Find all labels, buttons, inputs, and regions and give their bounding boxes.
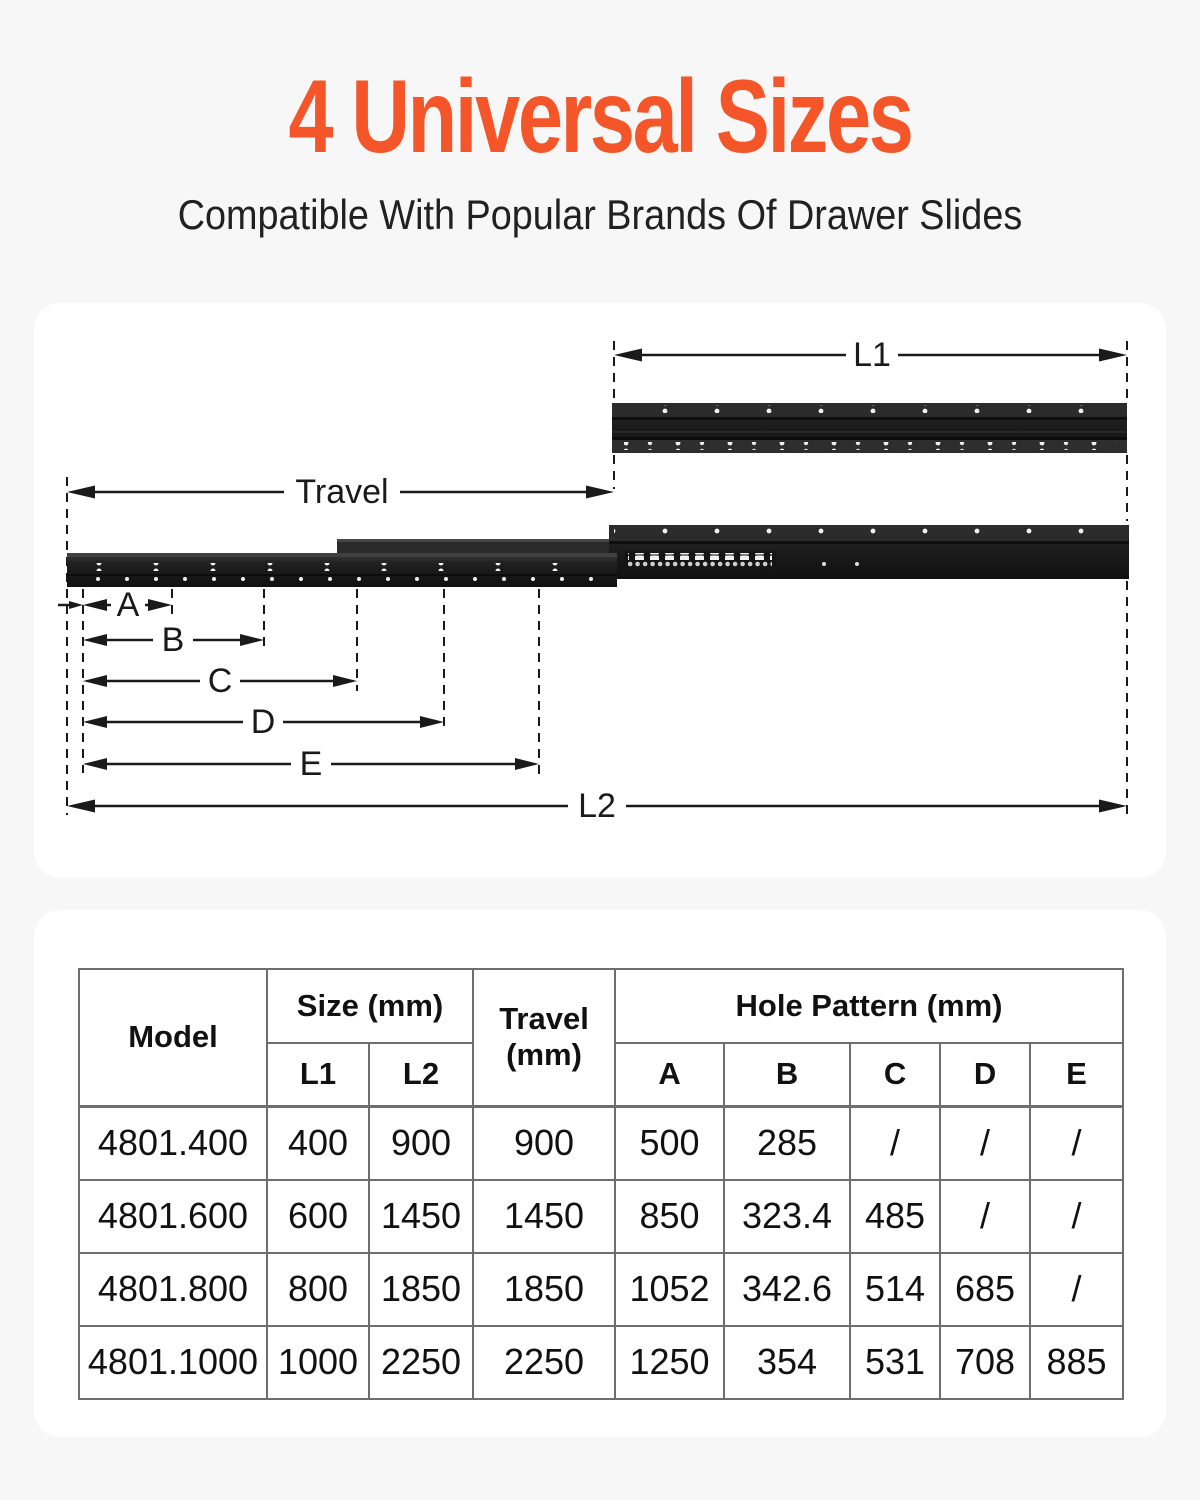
dim-label-l2: L2 bbox=[578, 787, 616, 825]
dim-travel bbox=[67, 473, 614, 511]
table-row bbox=[79, 1106, 1123, 1180]
cell-b: 285 bbox=[724, 1106, 850, 1180]
dim-d bbox=[83, 703, 444, 741]
table-row bbox=[79, 1253, 1123, 1326]
cell-c: 514 bbox=[850, 1253, 940, 1326]
upper-slide-rail bbox=[612, 403, 1127, 453]
cell-l1: 600 bbox=[267, 1180, 369, 1253]
cell-model: 4801.400 bbox=[79, 1106, 267, 1180]
table-row bbox=[79, 1180, 1123, 1253]
dim-label-b: B bbox=[161, 621, 185, 659]
dim-c bbox=[83, 662, 357, 700]
spec-table-panel bbox=[34, 910, 1166, 1437]
col-header-hole-pattern: Hole Pattern (mm) bbox=[615, 969, 1123, 1043]
cell-e: / bbox=[1030, 1253, 1123, 1326]
dim-label-c: C bbox=[207, 662, 233, 700]
table-row bbox=[79, 1326, 1123, 1399]
cell-travel: 1850 bbox=[473, 1253, 615, 1326]
col-header-b: B bbox=[724, 1043, 850, 1106]
cell-c: 531 bbox=[850, 1326, 940, 1399]
cell-a: 500 bbox=[615, 1106, 724, 1180]
cell-a: 1052 bbox=[615, 1253, 724, 1326]
col-header-e: E bbox=[1030, 1043, 1123, 1106]
col-header-l1: L1 bbox=[267, 1043, 369, 1106]
cell-l1: 1000 bbox=[267, 1326, 369, 1399]
dim-label-d: D bbox=[250, 703, 276, 741]
cell-l2: 900 bbox=[369, 1106, 473, 1180]
dim-l1 bbox=[614, 336, 1127, 374]
cell-e: 885 bbox=[1030, 1326, 1123, 1399]
cell-e: / bbox=[1030, 1180, 1123, 1253]
cell-model: 4801.1000 bbox=[79, 1326, 267, 1399]
dim-e bbox=[83, 745, 539, 783]
col-header-l2: L2 bbox=[369, 1043, 473, 1106]
page-subtitle: Compatible With Popular Brands Of Drawer Slides bbox=[177, 191, 1023, 238]
col-header-c: C bbox=[850, 1043, 940, 1106]
dim-label-a: A bbox=[116, 586, 140, 624]
cell-model: 4801.800 bbox=[79, 1253, 267, 1326]
col-header-model: Model bbox=[79, 969, 267, 1106]
page-title: 4 Universal Sizes bbox=[288, 59, 912, 175]
cell-l1: 400 bbox=[267, 1106, 369, 1180]
cell-d: / bbox=[940, 1106, 1030, 1180]
spec-table bbox=[78, 968, 1124, 1400]
cell-b: 354 bbox=[724, 1326, 850, 1399]
cell-c: / bbox=[850, 1106, 940, 1180]
cell-a: 1250 bbox=[615, 1326, 724, 1399]
cell-e: / bbox=[1030, 1106, 1123, 1180]
dim-l2 bbox=[67, 787, 1127, 825]
cell-d: 708 bbox=[940, 1326, 1030, 1399]
col-header-a: A bbox=[615, 1043, 724, 1106]
cell-travel: 2250 bbox=[473, 1326, 615, 1399]
dim-b bbox=[83, 621, 264, 659]
cell-model: 4801.600 bbox=[79, 1180, 267, 1253]
cell-l2: 1850 bbox=[369, 1253, 473, 1326]
extended-slide-assembly bbox=[67, 525, 1129, 587]
dimension-diagram bbox=[34, 303, 1166, 878]
dim-label-e: E bbox=[299, 745, 323, 783]
cell-b: 342.6 bbox=[724, 1253, 850, 1326]
cell-l2: 2250 bbox=[369, 1326, 473, 1399]
cell-c: 485 bbox=[850, 1180, 940, 1253]
dim-label-l1: L1 bbox=[853, 336, 891, 374]
dim-a bbox=[58, 586, 172, 624]
col-header-size: Size (mm) bbox=[267, 969, 473, 1043]
cell-d: / bbox=[940, 1180, 1030, 1253]
cell-b: 323.4 bbox=[724, 1180, 850, 1253]
cell-travel: 1450 bbox=[473, 1180, 615, 1253]
diagram-panel bbox=[34, 303, 1166, 878]
col-header-d: D bbox=[940, 1043, 1030, 1106]
cell-d: 685 bbox=[940, 1253, 1030, 1326]
cell-travel: 900 bbox=[473, 1106, 615, 1180]
cell-l1: 800 bbox=[267, 1253, 369, 1326]
col-header-travel: Travel (mm) bbox=[473, 969, 615, 1106]
cell-a: 850 bbox=[615, 1180, 724, 1253]
dim-label-travel: Travel bbox=[295, 473, 389, 511]
cell-l2: 1450 bbox=[369, 1180, 473, 1253]
